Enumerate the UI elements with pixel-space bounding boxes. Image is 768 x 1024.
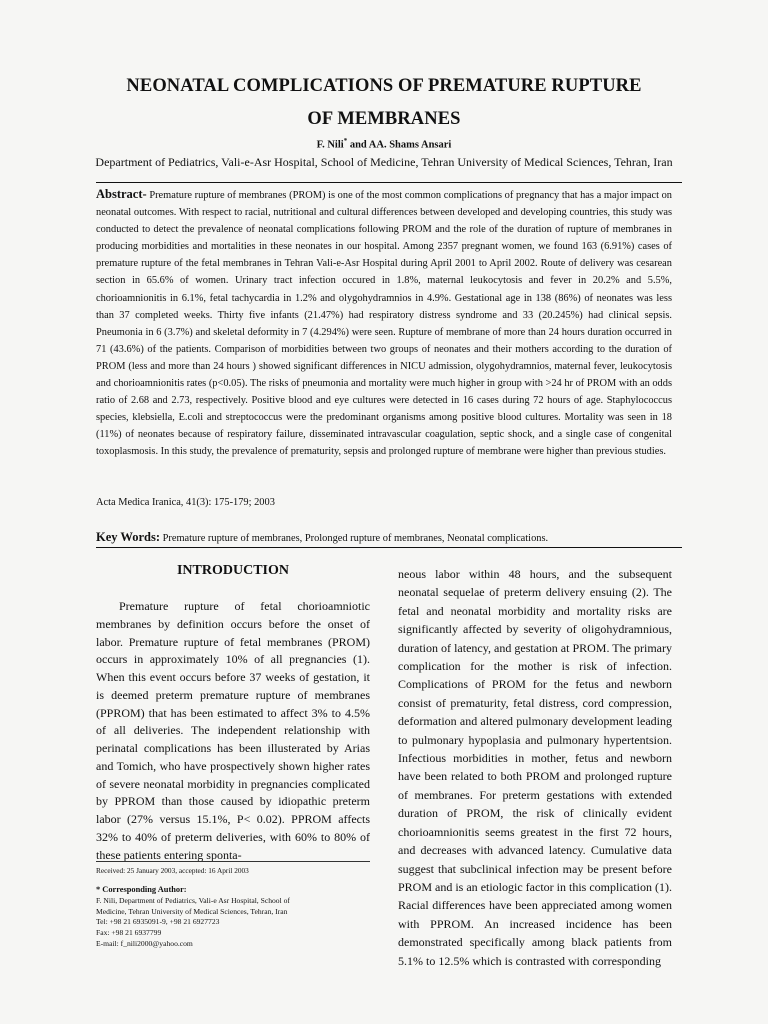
- keywords-text: Premature rupture of membranes, Prolonged rupture of membranes, Neonatal complications.: [160, 533, 549, 544]
- author-1: F. Nili: [316, 139, 344, 151]
- intro-paragraph-2: neous labor within 48 hours, and the subsequent neonatal sequelae of preterm delivery ensuing (2). The fetal and neonatal morbidity and mortality risks are significantly affected by severity of oligohydramnious, duration of latency, and gestation at PROM. The primary complication for the mother is risk of infection. Complications of PROM for the fetus and newborn consist of prematurity, fetal distress, cord compression, deformation and altered pulmonary development leading to pulmonary hypoplasia and pulmonary hypertentsion. Infectious morbidities in mother, fetus and newborn have been related to both PROM and prolonged rupture of membranes. For preterm gestations with extended duration of PROM, the risk of clinically evident chorioamnionitis seems greatest in the first 72 hours, and decreases with advanced latency. Cumulative data suggest that subclinical infection may be present before PROM and is an etiologic factor in this complication (1). Racial differences have been appreciated among women with PPROM. An increased incidence has been demonstrated specifically among black patients from 5.1% to 12.5% which is contrasted with corresponding: [398, 567, 672, 968]
- abstract-top-rule: [96, 182, 682, 183]
- corresponding-fax: Fax: +98 21 6937799: [96, 928, 162, 938]
- title-line-1: NEONATAL COMPLICATIONS OF PREMATURE RUPTURE: [126, 76, 642, 96]
- keywords-bottom-rule: [96, 547, 682, 548]
- intro-right-column: [398, 565, 672, 970]
- affiliation: Department of Pediatrics, Vali-e-Asr Hospital, School of Medicine, Tehran University of Medical Sciences, Tehran, Iran: [95, 155, 673, 169]
- title-line-2: OF MEMBRANES: [307, 109, 461, 129]
- corresponding-email: E-mail: f_nili2000@yahoo.com: [96, 938, 193, 948]
- corresponding-author-block: [96, 885, 370, 950]
- corresponding-mark: *: [343, 137, 348, 145]
- abstract: [96, 186, 672, 461]
- paper-title: [60, 70, 708, 136]
- received-date: Received: 25 January 2003, accepted: 16 April 2003: [96, 866, 249, 875]
- corresponding-tel: Tel: +98 21 6935091-9, +98 21 6927723: [96, 917, 220, 927]
- abstract-text: Premature rupture of membranes (PROM) is one of the most common complications of pregnancy that has a major impact on neonatal outcomes. With respect to racial, nutritional and cultural differences between developed and developing countries, this study was conducted to detect the prevalence of neonatal complications following PROM and the role of the duration of rupture of membranes in producing morbidities and mortalities in these neonates in our hospital. Among 2357 pregnant women, we found 163 (6.91%) cases of premature rupture of the fetal membranes in Tehran Vali-e-Asr Hospital during April 2001 to April 2002. Route of delivery was cesarean section in 65.6% of women. Urinary tract infection occured in 1.8%, maternal leukocytosis and fever in 20.2% and 5.5%, chorioamnionitis in 6.1%, fetal tachycardia in 1.2% and olygohydramnios in 4.9%. Gestational age in 138 (86%) of neonates was less than 37 completed weeks. Thirty five infants (21.47%) had respiratory distress syndrome and 33 (20.245%) had clinical sepsis. Pneumonia in 6 (3.7%) and skeletal deformity in 7 (4.294%) were seen. Rupture of membrane of more than 24 hours duration occurred in 71 (43.6%) of the patients. Comparison of morbidities between two groups of neonates and their mothers according to the duration of PROM (less and more than 24 hours ) showed significant differences in NICU admission, olygohydramnios, maternal fever, leukocytosis and chorioamnionitis rates (p<0.05). The risks of pneumonia and mortality were much higher in group with >24 hr of PROM with an odds ratio of 2.68 and 2.73, respectively. Positive blood and eye cultures were detected in 16 cases during 72 hours of age. Staphylococcus species, klebsiella, E.coli and streptococcus were the predominant organisms among positive blood cultures. Mortality was seen in 18 (11%) of neonates because of respiratory failure, disseminated intravascular coagulation, septic shock, and a single case of congenital toxoplasmosis. In this study, the prevalence of prematurity, sepsis and prolonged rupture of membrane were higher than previous studies.: [96, 190, 672, 458]
- intro-left-column: [96, 598, 370, 864]
- footnote-rule: [96, 861, 370, 862]
- intro-paragraph-1: Premature rupture of fetal chorioamniotic membranes by definition occurs before the onset of labor. Premature rupture of fetal membranes (PROM) occurs in approximately 10% of all pregnancies (1). When this event occurs before 37 weeks of gestation, it is deemed preterm premature rupture of membranes (PPROM) that has been estimated to affect 3% to 4.5% of all deliveries. The independent relationship with perinatal complications has been illusterated by Arias and Tomich, who have prospectively shown higher rates of severe neonatal morbidity in pregnancies complicated by PPROM than those caused by idiopathic preterm labor (27% versus 15.1%, P< 0.02). PPROM affects 32% to 40% of preterm deliveries, with 60% to 80% of these patients entering sponta-: [96, 599, 370, 862]
- introduction-heading: INTRODUCTION: [176, 563, 289, 578]
- abstract-label: Abstract-: [96, 187, 147, 201]
- journal-citation: Acta Medica Iranica, 41(3): 175-179; 2003: [96, 497, 275, 508]
- keywords: [96, 530, 682, 545]
- keywords-label: Key Words:: [96, 530, 161, 544]
- corresponding-heading: * Corresponding Author:: [96, 885, 187, 894]
- corresponding-line-1: F. Nili, Department of Pediatrics, Vali-e Asr Hospital, School of: [96, 895, 290, 905]
- corresponding-line-2: Medicine, Tehran University of Medical Sciences, Tehran, Iran: [96, 906, 288, 916]
- author-list: [0, 137, 768, 151]
- author-2: and AA. Shams Ansari: [347, 139, 452, 151]
